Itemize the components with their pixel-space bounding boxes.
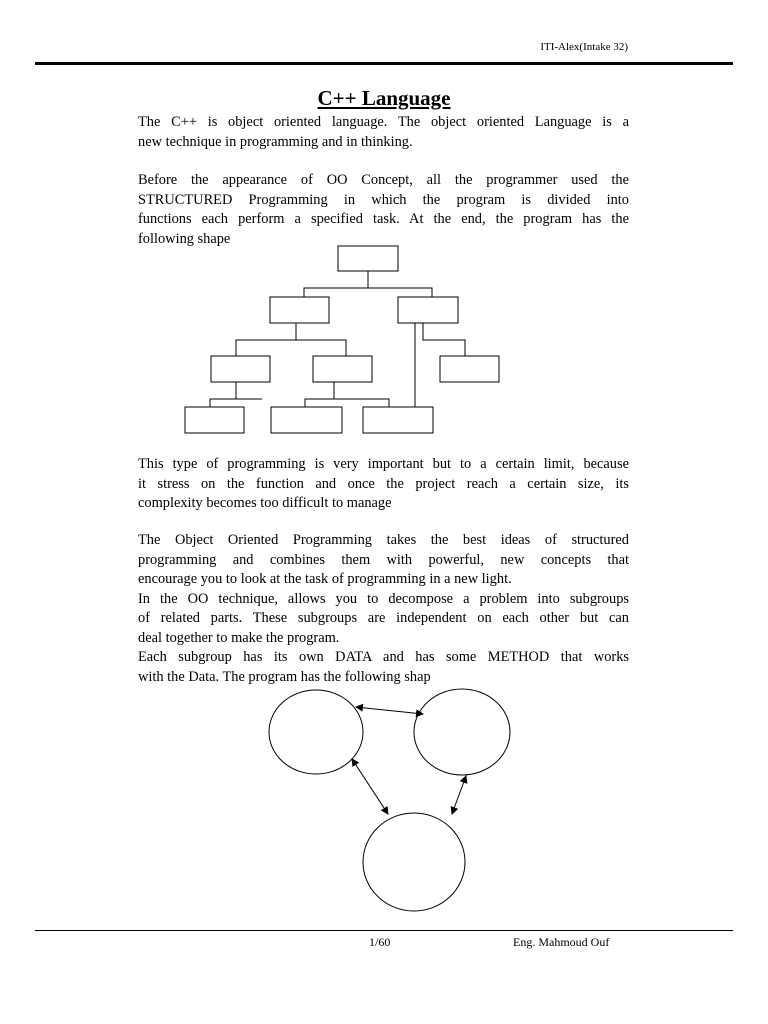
footer-author: Eng. Mahmoud Ouf xyxy=(513,935,610,949)
text-line: deal together to make the program. xyxy=(138,629,340,646)
text-line: In the OO technique, allows you to decompose a problem into subgroups xyxy=(138,590,629,607)
text-line: Before the appearance of OO Concept, all the programmer used the xyxy=(138,172,629,188)
text-line: This type of programming is very important but to a certain limit, because xyxy=(138,456,629,472)
header-org: ITI-Alex(Intake 32) xyxy=(540,41,628,53)
object-circle-bottom xyxy=(363,813,465,911)
object-link-arrow xyxy=(352,759,388,814)
text-line: Each subgroup has its own DATA and has some METHOD that works xyxy=(138,649,629,665)
text-line: functions each perform a specified task. At the end, the program has the xyxy=(138,211,629,227)
text-line: with the Data. The program has the following shap xyxy=(138,668,431,685)
object-link-arrow xyxy=(356,707,423,714)
text-line: complexity becomes too difficult to manage xyxy=(138,495,392,511)
footer-rule xyxy=(35,930,733,931)
text-line: The Object Oriented Programming takes the best ideas of structured xyxy=(138,532,629,548)
text-line: it stress on the function and once the project reach a certain size, its xyxy=(138,475,629,492)
page-title: C++ Language xyxy=(317,86,451,110)
object-circle-right xyxy=(414,689,510,775)
text-line: following shape xyxy=(138,230,231,247)
text-line: STRUCTURED Programming in which the program is divided into xyxy=(138,191,629,208)
text-line: programming and combines them with powerful, new concepts that xyxy=(138,551,629,568)
text-line: of related parts. These subgroups are independent on each other but can xyxy=(138,610,629,626)
object-link-arrow xyxy=(452,776,466,814)
text-line: encourage you to look at the task of programming in a new light. xyxy=(138,571,512,587)
page-number: 1/60 xyxy=(369,935,391,949)
object-circle-left xyxy=(269,690,363,774)
text-line: The C++ is object oriented language. The object oriented Language is a xyxy=(138,114,629,130)
text-line: new technique in programming and in thinking. xyxy=(138,133,413,150)
